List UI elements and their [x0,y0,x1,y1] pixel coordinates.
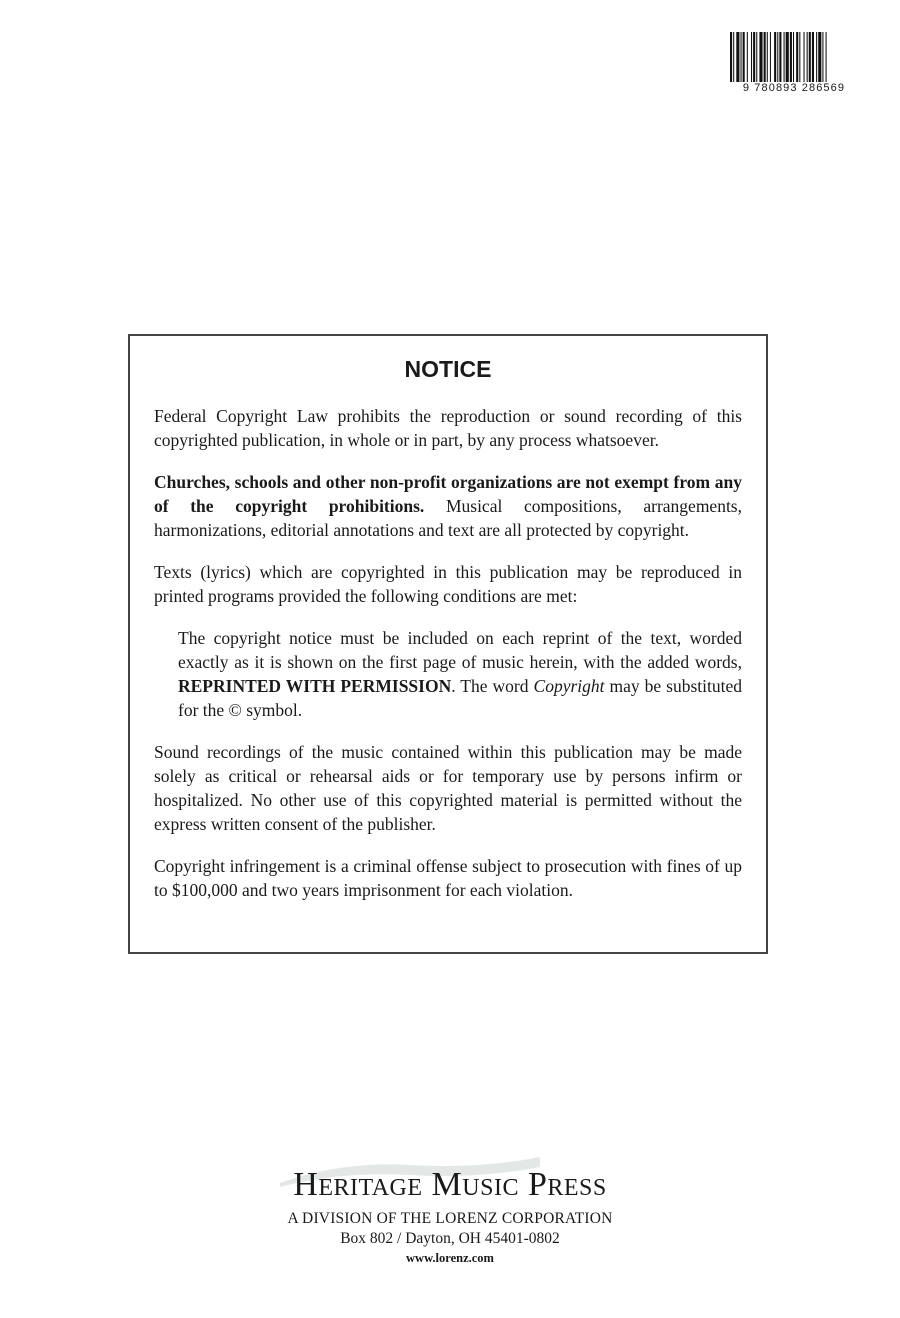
notice-paragraph-sound-recordings [154,740,742,836]
notice-text: The copyright notice must be included on each reprint of the text, worded exactly as it is shown on the first page of music herein, with the added words, [178,628,742,672]
barcode-bar [809,32,811,82]
notice-bold-text: REPRINTED WITH PERMISSION [178,676,452,696]
notice-paragraph-non-profit [154,470,742,542]
notice-italic-text: Copyright [533,676,605,696]
notice-bold-text: Churches, schools and other non-profit organizations are not exempt from any of the copyright prohibitions. [154,472,742,516]
publisher-footer [200,1165,700,1267]
barcode-bar [736,32,739,82]
notice-paragraph-conditions [154,626,742,722]
barcode-bar [793,32,794,82]
publisher-logo [200,1165,700,1205]
barcode-bar [804,32,805,82]
barcode-bar [741,32,742,82]
barcode-digits: 9 780893 286569 [742,82,846,94]
barcode-bar [779,32,781,82]
notice-text: Texts (lyrics) which are copyrighted in this publication may be reproduced in printed programs provided the following conditions are met: [154,562,742,606]
notice-title: NOTICE [404,356,492,382]
notice-text: Sound recordings of the music contained within this publication may be made solely as critical or rehearsal aids or for temporary use by persons infirm or hospitalized. No other use of this copyrighted material is permitted without the express written consent of the publisher. [154,742,742,834]
barcode-bar [733,32,734,82]
barcode-bar [764,32,766,82]
barcode-bar [818,32,821,82]
notice-paragraph-lyrics [154,560,742,608]
publisher-address: Box 802 / Dayton, OH 45401-0802 [340,1230,560,1247]
barcode-bar [822,32,823,82]
barcode-bar [786,32,789,82]
notice-text: Federal Copyright Law prohibits the reproduction or sound recording of this copyrighted publication, in whole or in part, by any process whatsoever. [154,406,742,450]
barcode-bar [747,32,748,82]
barcode-bars [730,32,856,82]
notice-paragraph-infringement [154,854,742,902]
barcode-bar [756,32,757,82]
publisher-name: Heritage Music Press [293,1166,607,1203]
barcode-bar [784,32,785,82]
barcode-bar [777,32,778,82]
barcode-bar [743,32,745,82]
barcode-bar [759,32,762,82]
barcode-bar [796,32,798,82]
barcode-bar [770,32,771,82]
barcode-bar [816,32,817,82]
barcode-bar [753,32,755,82]
notice-text: Musical compositions, arrangements, harmonizations, editorial annotations and text are all protected by copyright. [154,496,742,540]
publisher-website: www.lorenz.com [406,1251,494,1265]
barcode-bar [751,32,752,82]
notice-text: Copyright infringement is a criminal offense subject to prosecution with fines of up to $100,000 and two years imprisonment for each violation. [154,856,742,900]
barcode [724,32,864,102]
copyright-notice-box [128,334,768,954]
barcode-bar [790,32,792,82]
barcode-bar [767,32,768,82]
barcode-bar [812,32,814,82]
barcode-bar [807,32,808,82]
barcode-bar [774,32,776,82]
notice-text: . The word [451,676,534,696]
barcode-bar [826,32,827,82]
notice-paragraph-federal-law [154,404,742,452]
notice-text: may be substituted for the © symbol. [178,676,743,720]
barcode-bar [730,32,732,82]
publisher-division: A DIVISION OF THE LORENZ CORPORATION [287,1210,613,1227]
barcode-bar [799,32,800,82]
